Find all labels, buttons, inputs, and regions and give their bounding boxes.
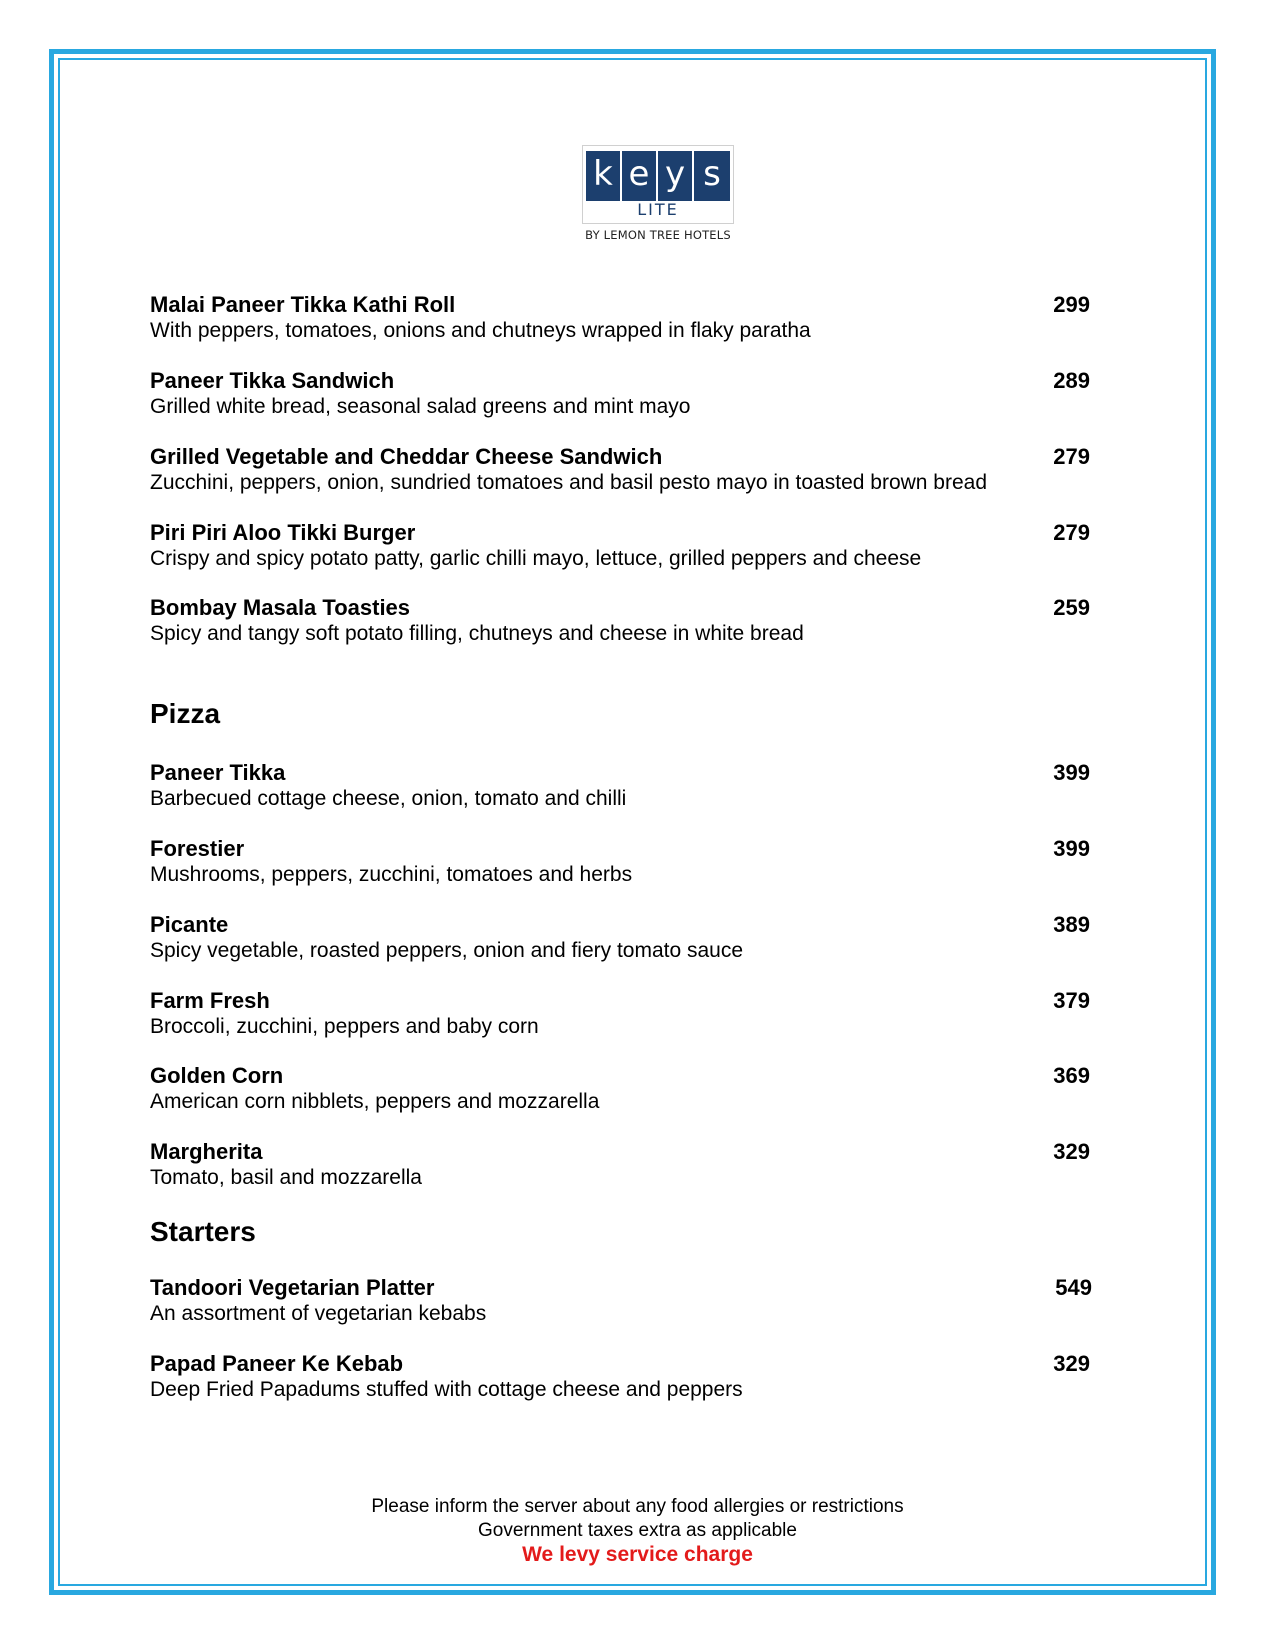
item-name: Piri Piri Aloo Tikki Burger <box>150 520 416 545</box>
item-name: Forestier <box>150 836 245 861</box>
item-description: An assortment of vegetarian kebabs <box>150 1302 487 1325</box>
item-price: 329 <box>1053 1139 1090 1164</box>
menu-item <box>150 595 1090 647</box>
item-price: 299 <box>1053 292 1090 317</box>
item-price: 399 <box>1053 760 1090 785</box>
item-price: 329 <box>1053 1351 1090 1376</box>
item-name: Papad Paneer Ke Kebab <box>150 1351 404 1376</box>
item-name: Farm Fresh <box>150 988 270 1013</box>
item-price: 549 <box>1055 1275 1092 1300</box>
logo-box <box>582 145 734 224</box>
item-name: Paneer Tikka <box>150 760 286 785</box>
item-description: Tomato, basil and mozzarella <box>150 1166 422 1189</box>
item-description: Grilled white bread, seasonal salad greens and mint mayo <box>150 395 691 418</box>
logo-letter: s <box>694 151 730 201</box>
item-name: Malai Paneer Tikka Kathi Roll <box>150 292 456 317</box>
logo-letter: e <box>622 151 658 201</box>
menu-item <box>150 836 1090 888</box>
item-name: Picante <box>150 912 229 937</box>
item-price: 279 <box>1053 444 1090 469</box>
item-name: Margherita <box>150 1139 263 1164</box>
allergy-note: Please inform the server about any food allergies or restrictions <box>371 1496 904 1517</box>
item-description: Broccoli, zucchini, peppers and baby corn <box>150 1015 539 1038</box>
item-price: 379 <box>1053 988 1090 1013</box>
item-description: Crispy and spicy potato patty, garlic chilli mayo, lettuce, grilled peppers and cheese <box>150 547 922 570</box>
item-name: Golden Corn <box>150 1063 284 1088</box>
menu-item <box>150 912 1090 964</box>
logo-lite-text: LITE <box>637 200 679 219</box>
footer-notes <box>150 1495 1125 1567</box>
keys-lite-logo <box>582 145 734 247</box>
menu-item <box>150 760 1090 812</box>
section-title-starters: Starters <box>150 1216 256 1247</box>
item-description: Spicy vegetable, roasted peppers, onion and fiery tomato sauce <box>150 939 744 962</box>
item-price: 389 <box>1053 912 1090 937</box>
menu-item <box>150 520 1090 572</box>
item-price: 369 <box>1053 1063 1090 1088</box>
menu-item <box>150 1351 1090 1403</box>
item-description: With peppers, tomatoes, onions and chutneys wrapped in flaky paratha <box>150 319 811 342</box>
item-price: 399 <box>1053 836 1090 861</box>
section-title-pizza: Pizza <box>150 698 221 729</box>
item-name: Grilled Vegetable and Cheddar Cheese Sandwich <box>150 444 663 469</box>
tax-note: Government taxes extra as applicable <box>478 1520 797 1541</box>
menu-item <box>150 988 1090 1040</box>
item-description: Zucchini, peppers, onion, sundried tomatoes and basil pesto mayo in toasted brown bread <box>150 471 988 494</box>
logo-letter: k <box>586 151 622 201</box>
service-charge-note: We levy service charge <box>522 1543 753 1566</box>
logo-letters <box>585 151 731 201</box>
menu-item <box>150 444 1090 496</box>
item-price: 279 <box>1053 520 1090 545</box>
logo-letter: y <box>658 151 694 201</box>
item-name: Tandoori Vegetarian Platter <box>150 1275 435 1300</box>
item-price: 259 <box>1053 595 1090 620</box>
logo-subtitle: BY LEMON TREE HOTELS <box>585 228 731 242</box>
menu-item <box>150 1063 1090 1115</box>
menu-item <box>150 1139 1090 1191</box>
item-name: Bombay Masala Toasties <box>150 595 411 620</box>
menu-item <box>150 292 1090 344</box>
menu-item <box>150 368 1090 420</box>
item-description: Spicy and tangy soft potato filling, chutneys and cheese in white bread <box>150 622 804 645</box>
item-price: 289 <box>1053 368 1090 393</box>
item-description: American corn nibblets, peppers and mozzarella <box>150 1090 600 1113</box>
menu-item <box>150 1275 1090 1327</box>
item-name: Paneer Tikka Sandwich <box>150 368 395 393</box>
item-description: Mushrooms, peppers, zucchini, tomatoes and herbs <box>150 863 633 886</box>
item-description: Deep Fried Papadums stuffed with cottage cheese and peppers <box>150 1378 743 1401</box>
item-description: Barbecued cottage cheese, onion, tomato and chilli <box>150 787 627 810</box>
